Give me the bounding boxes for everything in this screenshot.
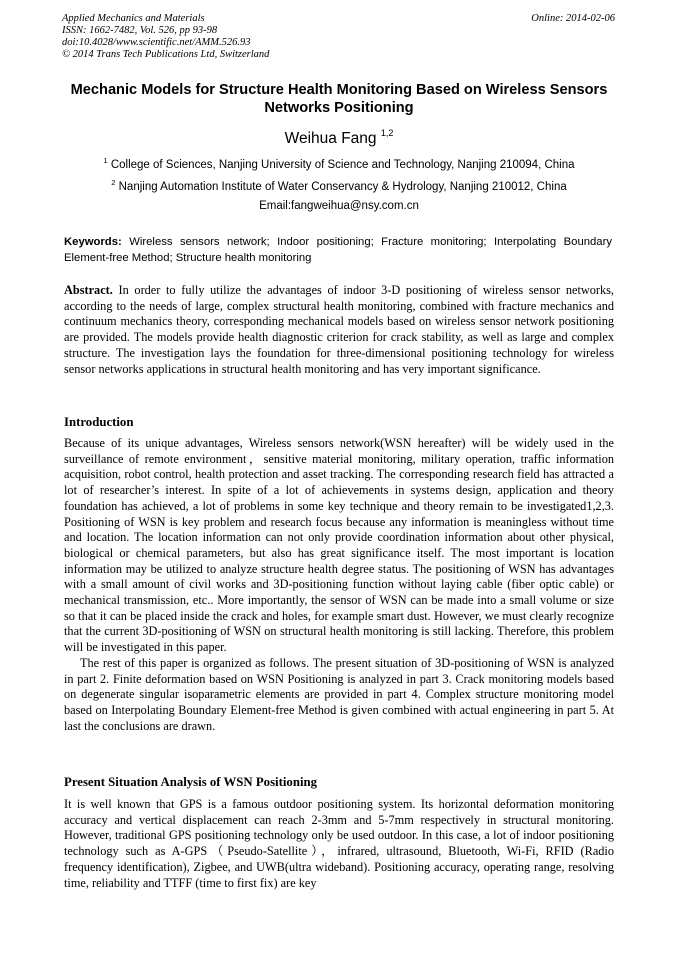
introduction-paragraph-1: Because of its unique advantages, Wireless sensors network(WSN hereafter) will be widely used in the surveillance of remote environment，sensitive material monitoring, military operation, traffic information acquisition, robot control, health protection and asset tracking. The corresponding research field has attracted a lot of researcher’s interest. In spite of a lot of achievements in systems design, application and theory foundation has achieved, a lot of problems in some key technique and theory remain to be investigated1,2,3. Positioning of WSN is key problem and research focus because any information is meaningless without time and location. The location information can not only provide coordination information about other physical, biological or chemical parameters, but also has great significance itself. The most important is location information may be utilized to analyze structure health degree status. The positioning of WSN has advantages with a small amount of civil works and 3D-positioning function without laying cable (fiber optic cable) or mechanical transmission, etc.. More importantly, the sensor of WSN can be made into a small volume or size so that it can be placed inside the crack and holes, for example smart dust. However, we must clearly recognize that the current 3D-positioning of WSN on structural health monitoring is still lacking. Therefore, this problem will be investigated in this paper.: [64, 436, 614, 655]
keywords: [64, 234, 612, 266]
keywords-label: Keywords:: [64, 236, 122, 248]
introduction-heading: Introduction: [64, 415, 134, 429]
abstract-label: Abstract.: [64, 283, 113, 297]
journal-header: [62, 13, 269, 61]
affiliation-2-text: Nanjing Automation Institute of Water Conservancy & Hydrology, Nanjing 210012, China: [118, 181, 567, 193]
doi-line: doi:10.4028/www.scientific.net/AMM.526.93: [62, 37, 251, 48]
author-email: Email:fangweihua@nsy.com.cn: [259, 200, 419, 212]
present-situation-paragraph: It is well known that GPS is a famous outdoor positioning system. Its horizontal deformation monitoring accuracy and vertical displacement can reach 2-3mm and 5-7mm respectively in structural monitoring. However, traditional GPS positioning technology only be used outdoor. In this case, a lot of indoor positioning technology such as A-GPS（Pseudo-Satellite），infrared, ultrasound, Bluetooth, Wi-Fi, RFID (Radio frequency identification), Zigbee, and UWB(ultra wideband). Positioning accuracy, operating range, resolving time, reliability and TTFF (time to first fix) are key: [64, 797, 614, 890]
paper-title: Mechanic Models for Structure Health Monitoring Based on Wireless Sensors Networks Positioning: [70, 82, 608, 116]
keywords-text: Wireless sensors network; Indoor positioning; Fracture monitoring; Interpolating Boundary Element-free Method; Structure health monitoring: [64, 236, 612, 264]
online-date: Online: 2014-02-06: [531, 13, 615, 24]
affiliation-1-sup: 1: [103, 156, 108, 165]
affiliation-1: [0, 156, 678, 171]
copyright-line: © 2014 Trans Tech Publications Ltd, Switzerland: [62, 49, 270, 60]
author-name: Weihua Fang: [284, 130, 377, 147]
author-line: [0, 128, 678, 148]
abstract-text: In order to fully utilize the advantages of indoor 3-D positioning of wireless sensor networks, according to the needs of large, complex structural health monitoring, combined with fracture mechanics and continuum mechanics theory, corresponding mechanical models based on wireless sensor network positioning are provided. The models provide health diagnostic criterion for crack stability, as well as large and complex structure. The investigation lays the foundation for three-dimensional positioning technology for wireless sensor networks applications in structural health monitoring and has very important significance.: [64, 283, 615, 376]
issn-line: ISSN: 1662-7482, Vol. 526, pp 93-98: [62, 25, 218, 36]
present-situation-body: [64, 797, 614, 891]
author-affil-sup: 1,2: [380, 128, 394, 138]
introduction-paragraph-2: The rest of this paper is organized as follows. The present situation of 3D-positioning of WSN is analyzed in part 2. Finite deformation based on WSN Positioning is analyzed in part 3. Crack monitoring models based on degenerate singular isoparametric elements are provided in part 4. Complex structure monitoring model based on Interpolating Boundary Element-free Method is given combined with actual engineering in part 5. At last the conclusions are drawn.: [64, 655, 614, 733]
affiliation-2: [0, 178, 678, 193]
journal-name: Applied Mechanics and Materials: [62, 13, 205, 24]
present-situation-heading: Present Situation Analysis of WSN Positioning: [64, 775, 318, 789]
affiliation-1-text: College of Sciences, Nanjing University of Science and Technology, Nanjing 210094, China: [110, 159, 575, 171]
abstract: [64, 283, 614, 377]
introduction-body: [64, 436, 614, 734]
affiliation-2-sup: 2: [111, 178, 116, 187]
